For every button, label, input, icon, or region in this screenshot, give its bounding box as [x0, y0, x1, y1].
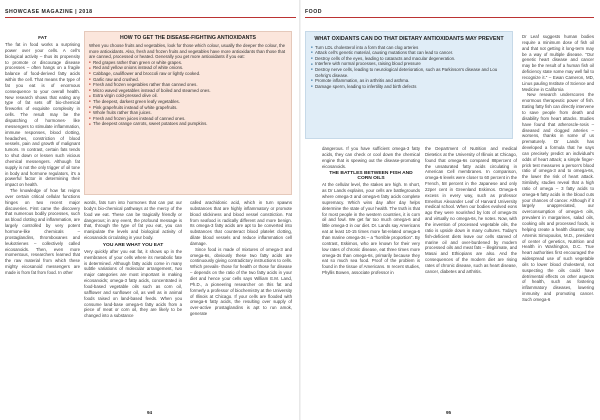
left-column-1 — [5, 34, 80, 276]
list-item: ■ The deepest, darkest green leafy vegetables. — [89, 99, 287, 105]
left-page-number: 94 — [147, 410, 153, 415]
right-column-1 — [322, 146, 420, 276]
list-item: ■ Attack cell's genetic material, causing mutations that can lead to cancer. — [311, 50, 507, 56]
col2-paragraph-2: Very quickly after you eat fat, it shows up in the membranes of your cells where its metabolic fate is determined. Although fatty acids come in many subtle variations of molecular arrangement, two major categories are most important in making eicosanoids; omega-3 fatty acids, concentrated in food-based vegetable oils such as corn oil, safflower and sunflower oil, as well as in animal foods raised on land-based feeds. When you consume land-base omega-6 fatty acids from a piece of meat or corn oil, they are likely to be changed into a substance — [84, 248, 182, 319]
list-item: ■ Damage sperm, leading to infertility and birth defects — [311, 84, 507, 90]
right-col2-paragraph-1: the Department of Nutrition and medical Dietetics at the University of Illinois at Chicago, found that omega-6s compared 88percent of the unsaturated fatty acids circulating in American Cell membranes. In comparison, omega-6 levels were closer to 60 percent in the French, 58 percent in the Japanese and only 22per cent in Greenland Eskimos. Omega-6 excess in every way, such as professor Emeritus Alexander Leaf of Harvard University medical school. When our bodies evolved eons ago they were nourished by lots of omega-3s and virtually no omega-6s, he notes. Now, with the invention of processed vegetable oils, the ratio is upside down in many cultures. Today's fish-deficient diets leave our cells starved of marine oil and over-burdened by modern processed oils and meat fats – illegitimate, and Masai and Ethiopians are also. And the consequences of the modern diet are rising rates of chronic disease, such as heart disease, cancer, diabetes and arthritis. — [425, 146, 517, 274]
battles-heading: THE BATTLES BETWEEN FISH AND CORN OILS — [329, 171, 413, 182]
list-item: ■ Destroy cells of the eyes, leading to cataracts and macular degeneration. — [311, 56, 507, 62]
list-item: ■ The deepest orange carrots, sweet potatoes and pumpkins. — [89, 121, 287, 127]
list-item: ■ Micro waved vegetables instead of boiled and steamed ones. — [89, 88, 287, 94]
list-item: ■ Turn LDL cholesterol into a form that can clog arteries — [311, 45, 507, 51]
right-column-3 — [522, 34, 594, 303]
list-item: ■ Garlic raw and crushed. — [89, 77, 287, 83]
right-page — [300, 0, 600, 420]
fat-paragraph-2: The knowledge of how fat reigns over certain critical cellular functions hinges on two recent major discoveries. First came the discovery that numerous bodily processes, such as blood clotting and inflammation, are largely controlled by very potent hormone-like chemicals – prostaglandins, thromboxanes and leukotrienes – collectively called eicosanoids. Then, even more momentous, researchers learned that the raw material from which these mighty eicosanoid messengers are made is from fat from food. In other — [5, 188, 80, 275]
right-col3-paragraph-1: Dr Leaf suggests human bodies require a minimum dose of fish oil and that not getting it long-term may be a way of multiple disease. "Our genetic heart disease and cancer may be the result of a human fish oil deficiency state some may well fail to recognize it." – Ewan Cameron, MD, Linus pauling Institute of Science and Medicine in California — [522, 34, 594, 92]
list-item: ■ Extra virgin cold-pressed olive oil. — [89, 93, 287, 99]
right-col1-paragraph-2: At the cellular level, the stakes are high. In short, as Dr Lands explains, your cells are battlegrounds where omega-3 and omega-6 fatty acids complete supremacy. Which wins day after day helps determine the state of your health. The truth is that for most people in the western countries, it is corn oil and fowl. We get far too much omega-6 and little omega-3 in our diet. Dr. Lands say Americans eat at least 10-15 times more fat-related omega-6 than marine omega-3s – a "horrible proportion". By contrast, Eskimos, who are known for their very low rates of chronic disease, eat three times more omega-3s than omega-6s, primarily because they eat so much sea food. Proof of the problem is found in the tissue of Americans. In recent studies, Phyllis Bowen, associate professor in — [322, 182, 420, 276]
col3-paragraph-2: Since food is made of mixtures of omega-3 and omega-6s, obviously these two fatty acids are continuously giving contradictory instructions to cells. Which prevails- those for health or those for disease – depends on the ratio of the two fatty acids in your diet and hence your cells says William E.M. Land, Ph.D., a pioneering researcher on this fat and formerly a professor of biochemistry at the University of Illinois at Chicago. If your cells are flooded with omega-6 fatty acids, the resulting over supply of over-active prostaglandins is apt to run amok, generate — [190, 246, 292, 317]
list-item: ■ Cabbage, cauliflower and broccoli raw or lightly cooked. — [89, 71, 287, 77]
list-item: ■ Pink grapefruits instead of white grapefruits. — [89, 105, 287, 111]
right-col1-paragraph-1: dangerous. If you have sufficient omega-3 fatty acids, they can check or cool down the chemical engine that is spewing out the disease-promoting eicosanoids. — [322, 146, 420, 169]
oxidants-box-title: WHAT OXIDANTS CAN DO THAT DIETARY ANTIOXIDANTS MAY PREVENT — [314, 36, 504, 42]
antioxidants-box-intro: When you choose fruits and vegetables, look for those which colour, usually the deeper the colour, the more antioxidants. Also, fresh and frozen fruits and vegetables have more antioxidants than those that are canned, processed or heated. Generally you get more antioxidants if you eat: — [89, 43, 286, 60]
list-item: ■ Red grapes rather than green or white grapes. — [89, 60, 287, 66]
left-header-rule — [5, 17, 296, 18]
fat-paragraph-1: The fat in food works a surprising power over your cells. A cell's biological activity – thus its propensity to promote or discourage disease processes – often hangs on a fragile balance of food-derived fatty acids within the cell. That means the type of fat you eat is of enormous consequence to your overall health. New research shows that eating any type of fat sets off bio-chemical fireworks of exquisite complexity in cells. The result may be the dispatching of hormones- like messengers to stimulate inflammation, immune responses, blood clotting, headaches, constriction of blood vessels, pain and growth of malignant tumors. In contrast, certain fats tends to shut down or lessen such vicious chemical messengers. Although fat supply is not the only trigger of oil tone in body and hormone regulators, it's a powerful factor in determining their impact on health. — [5, 42, 80, 188]
col3-paragraph-1: called arachidonic acid, which in turn spawns substances that are highly inflammatory or promote blood stickiness and blood vessel constriction. Fat from seafood is radically different and more benign. Its omega-3 fatty acids are apt to be converted into substances that counteract blood platelet clotting, dilate blood vessels and reduce inflammation cell damage. — [190, 200, 292, 246]
right-column-2 — [425, 146, 517, 275]
fat-heading: FAT — [38, 36, 47, 41]
left-column-3 — [190, 200, 292, 317]
col2-paragraph-1: words, fats turn into hormones that can put our body's bio-chemical pathways at the mercy of the food we eat. These can be tragically friendly or dangerous; in any event, the profound message is that, through the type of fat you eat, you can manipulate the levels and biological activity of eicosanoids circulating in your body. — [84, 200, 182, 241]
list-item: ■ Interfere with normal processes, raising blood pressure — [311, 61, 507, 67]
list-item: ■ Fresh and frozen juices instead of canned ones. — [89, 116, 287, 122]
list-item: ■ Destroy nerve cells, leading to neurological deterioration, such as Parkinson's disease and Lou Gehrig's disease. — [311, 67, 507, 78]
left-column-2 — [84, 200, 182, 319]
list-item: ■ Fresh and frozen vegetables rather than canned ones. — [89, 82, 287, 88]
list-item: ■ Promote inflammation, as in arthritis and asthma. — [311, 78, 507, 84]
oxidants-list — [311, 45, 507, 90]
antioxidants-box — [84, 31, 292, 195]
left-page-header: SHOWCASE MAGAZINE | 2018 — [5, 9, 93, 15]
right-page-header: FOOD — [305, 9, 322, 15]
right-col3-paragraph-2: New research underscores the enormous therapeutic power of fish. Eating fatty fish can directly intervene to save people from death and disability from heart attacks. Studies have found that atheroscle-rosis – diseased and clogged arteries – worsens, thanks in some of us prematurely. Dr Lands has developed a formula that he says can precisely predict an individual's odds of heart attack; a simple finger-prick test measures a person's blood ratio of omega-3 and to omega-6s, the lower the risk of heart attack. Similarly, studies reveal that a high ratio of omega – 3 fatty acids to omega-6 fatty acids in the blood cuts your chances of cancer. Although if it largely unappreciated, our overconsumption of omega-6 oils, prevalent in margarines, salad oils, cooking oils and processed foods, is helping create a health disaster, say Artemis Simopoulos, M.D., president of center of genetics, Nutrition and Health in Washington, D.C. True heart authorities first encouraged the widespread use of such vegetable oils to lower blood cholesterol, not suspecting the oils could have detrimental effects on other aspects of health, such as fostering inflammatory diseases, lowering immunity and promoting cancer. Such omega-6 — [522, 92, 594, 302]
antioxidants-list — [89, 60, 287, 127]
list-item: ■ Whole fruits rather than juices. — [89, 110, 287, 116]
you-are-what-you-eat-heading: YOU ARE WHAT YOU EAT — [102, 242, 164, 248]
right-header-rule — [305, 17, 594, 18]
right-page-number: 95 — [446, 410, 452, 415]
list-item: ■ Red and yellow onions instead of white onions. — [89, 65, 287, 71]
oxidants-box — [305, 31, 513, 139]
antioxidants-box-title: HOW TO GET THE DISEASE-FIGHTING ANTIOXIDANTS — [119, 35, 257, 41]
